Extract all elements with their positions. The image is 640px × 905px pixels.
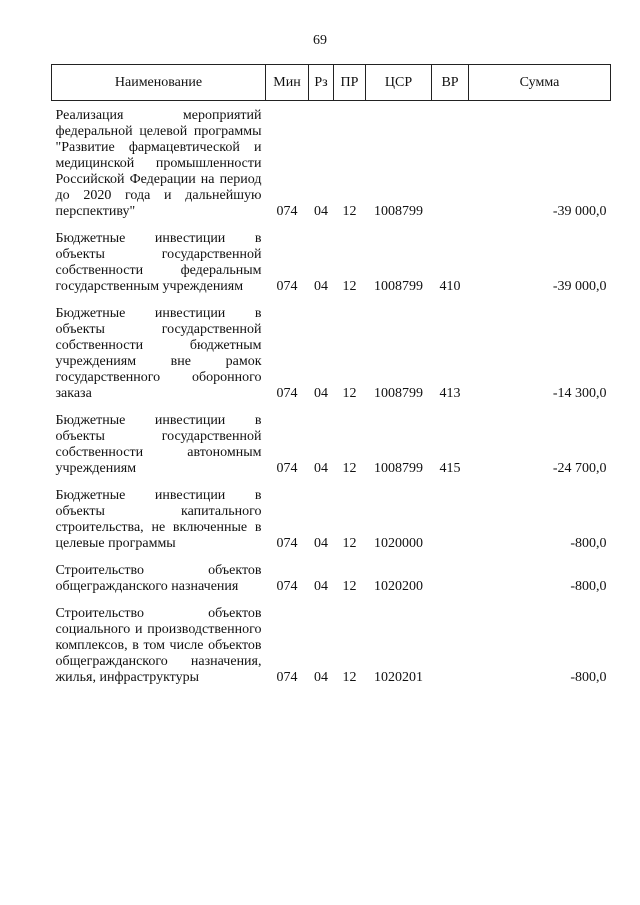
row-sum: -24 700,0 [552, 461, 607, 476]
row-csr: 1020200 [374, 579, 423, 594]
row-vr [432, 556, 469, 599]
row-csr: 1020201 [374, 670, 423, 685]
row-csr: 1020000 [374, 536, 423, 551]
row-csr: 1008799 [374, 461, 423, 476]
row-name: Бюджетные инвестиции в объекты государственной собственности бюджетным учреждениям вне рамок государственного оборонного заказа [55, 306, 262, 401]
row-csr: 1008799 [374, 279, 423, 294]
header-rz: Рз [309, 65, 334, 101]
row-sum: -800,0 [570, 579, 607, 594]
row-name: Реализация мероприятий федеральной целевой программы "Развитие фармацевтической и медицинской промышленности Российской Федерации на период до 2020 года и дальнейшую перспективу" [55, 108, 262, 219]
row-vr [432, 599, 469, 690]
row-name: Строительство объектов социального и производственного комплексов, в том числе объектов общегражданского назначения, жилья, инфраструктуры [55, 606, 262, 685]
header-pr: ПР [334, 65, 366, 101]
header-min: Мин [266, 65, 309, 101]
row-rz: 04 [314, 279, 328, 294]
header-sum: Сумма [469, 65, 611, 101]
row-pr: 12 [342, 579, 357, 594]
row-min: 074 [276, 204, 298, 219]
table-row [52, 481, 611, 556]
row-pr: 12 [342, 670, 357, 685]
row-pr: 12 [342, 204, 357, 219]
row-sum: -800,0 [570, 670, 607, 685]
row-csr: 1008799 [374, 204, 423, 219]
row-vr: 410 [439, 279, 461, 294]
row-pr: 12 [342, 461, 357, 476]
table-header-row [52, 65, 611, 101]
table-row [52, 101, 611, 225]
row-name: Бюджетные инвестиции в объекты государственной собственности федеральным государственным учреждениям [55, 231, 262, 294]
row-vr [432, 101, 469, 225]
row-rz: 04 [314, 670, 328, 685]
row-min: 074 [276, 279, 298, 294]
row-csr: 1008799 [374, 386, 423, 401]
row-min: 074 [276, 670, 298, 685]
row-min: 074 [276, 461, 298, 476]
row-min: 074 [276, 536, 298, 551]
row-min: 074 [276, 579, 298, 594]
row-vr: 415 [439, 461, 461, 476]
row-pr: 12 [342, 279, 357, 294]
row-rz: 04 [314, 536, 328, 551]
row-sum: -14 300,0 [552, 386, 607, 401]
row-rz: 04 [314, 386, 328, 401]
row-rz: 04 [314, 204, 328, 219]
table-row [52, 556, 611, 599]
table-row [52, 406, 611, 481]
header-vr: ВР [432, 65, 469, 101]
table-row [52, 599, 611, 690]
row-name: Бюджетные инвестиции в объекты государственной собственности автономным учреждениям [55, 413, 262, 476]
table-row [52, 299, 611, 406]
row-name: Строительство объектов общегражданского назначения [55, 563, 262, 594]
row-sum: -800,0 [570, 536, 607, 551]
row-vr [432, 481, 469, 556]
row-sum: -39 000,0 [552, 279, 607, 294]
budget-table [51, 64, 611, 690]
row-sum: -39 000,0 [552, 204, 607, 219]
row-rz: 04 [314, 579, 328, 594]
page-number: 69 [313, 33, 327, 48]
row-pr: 12 [342, 536, 357, 551]
row-min: 074 [276, 386, 298, 401]
row-rz: 04 [314, 461, 328, 476]
header-name: Наименование [52, 65, 266, 101]
header-csr: ЦСР [366, 65, 432, 101]
table-row [52, 224, 611, 299]
row-vr: 413 [439, 386, 461, 401]
row-name: Бюджетные инвестиции в объекты капитального строительства, не включенные в целевые программы [55, 488, 262, 551]
row-pr: 12 [342, 386, 357, 401]
